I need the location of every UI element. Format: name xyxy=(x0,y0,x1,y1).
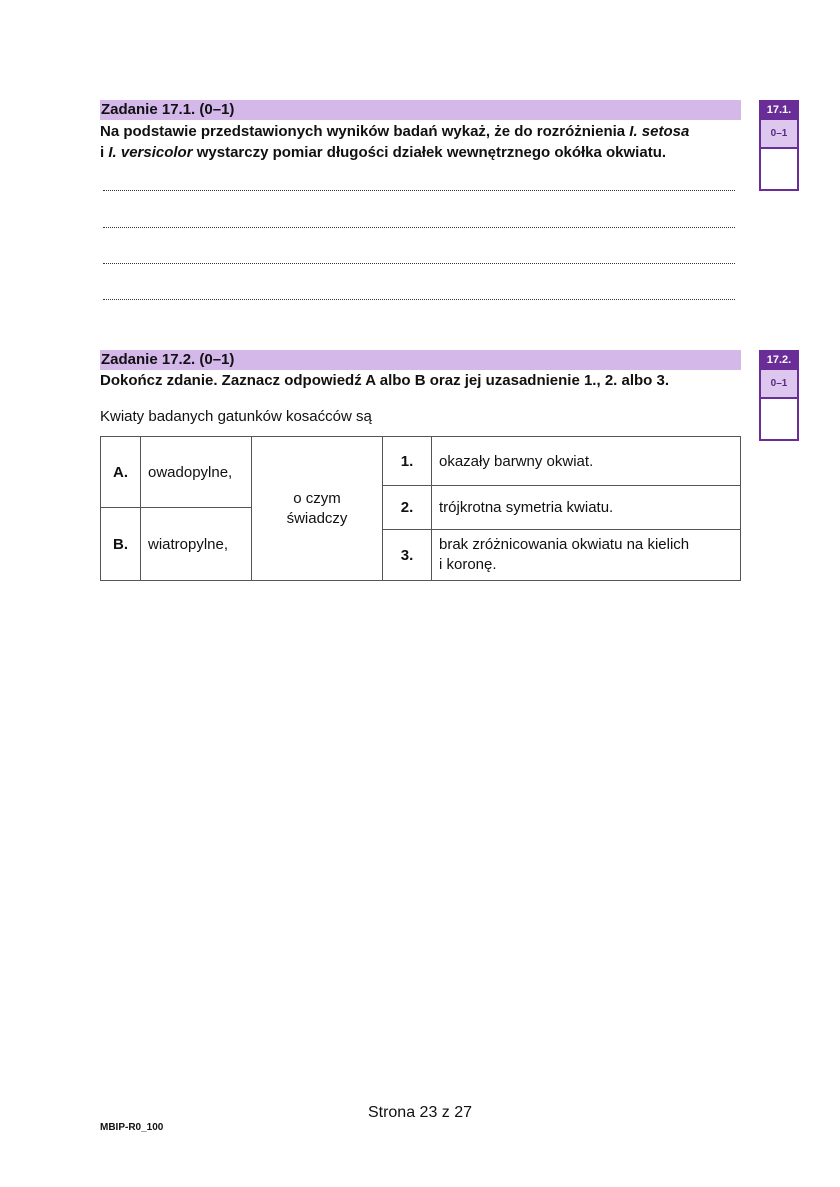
option-letter-b[interactable]: B. xyxy=(101,508,141,581)
reason-text-2[interactable]: trójkrotna symetria kwiatu. xyxy=(432,486,741,530)
task-17-1-instruction xyxy=(100,121,740,163)
instruction-text: i xyxy=(100,144,109,161)
page-number: Strona 23 z 27 xyxy=(367,1104,473,1121)
species-name: I. versicolor xyxy=(108,144,193,161)
score-field[interactable] xyxy=(759,397,799,441)
option-text-b[interactable]: wiatropylne, xyxy=(141,508,252,581)
answer-line[interactable] xyxy=(103,190,735,191)
option-text-a[interactable]: owadopylne, xyxy=(141,437,252,508)
score-field[interactable] xyxy=(759,147,799,191)
score-label: 17.2. xyxy=(759,350,799,370)
answer-table xyxy=(100,436,741,581)
connector-line: świadczy xyxy=(286,509,348,527)
reason-number-1[interactable]: 1. xyxy=(383,437,432,486)
score-label: 17.1. xyxy=(759,100,799,120)
question-stem: Kwiaty badanych gatunków kosaćców są xyxy=(100,408,372,425)
connector-line: o czym xyxy=(293,489,341,507)
document-code: MBIP-R0_100 xyxy=(100,1122,164,1133)
instruction-text: Na podstawie przedstawionych wyników badań wykaż, że do rozróżnienia xyxy=(100,123,630,140)
task-17-2-instruction: Dokończ zdanie. Zaznacz odpowiedź A albo B oraz jej uzasadnienie 1., 2. albo 3. xyxy=(100,372,670,389)
species-name: I. setosa xyxy=(629,123,690,140)
reason-text-line: brak zróżnicowania okwiatu na kielich xyxy=(439,536,690,553)
reason-text-3[interactable] xyxy=(432,530,741,581)
answer-line[interactable] xyxy=(103,263,735,264)
instruction-text: wystarczy pomiar długości działek wewnętrznego okółka okwiatu. xyxy=(192,144,667,161)
reason-text-1[interactable]: okazały barwny okwiat. xyxy=(432,437,741,486)
score-box-17-1 xyxy=(759,100,799,191)
answer-line[interactable] xyxy=(103,227,735,228)
score-box-17-2 xyxy=(759,350,799,441)
task-17-1-title: Zadanie 17.1. (0–1) xyxy=(100,100,741,120)
score-range: 0–1 xyxy=(759,120,799,147)
answer-line[interactable] xyxy=(103,299,735,300)
connector-text xyxy=(252,437,383,581)
reason-number-3[interactable]: 3. xyxy=(383,530,432,581)
task-17-2-title: Zadanie 17.2. (0–1) xyxy=(100,350,741,370)
reason-number-2[interactable]: 2. xyxy=(383,486,432,530)
option-letter-a[interactable]: A. xyxy=(101,437,141,508)
score-range: 0–1 xyxy=(759,370,799,397)
reason-text-line: i koronę. xyxy=(439,556,497,573)
